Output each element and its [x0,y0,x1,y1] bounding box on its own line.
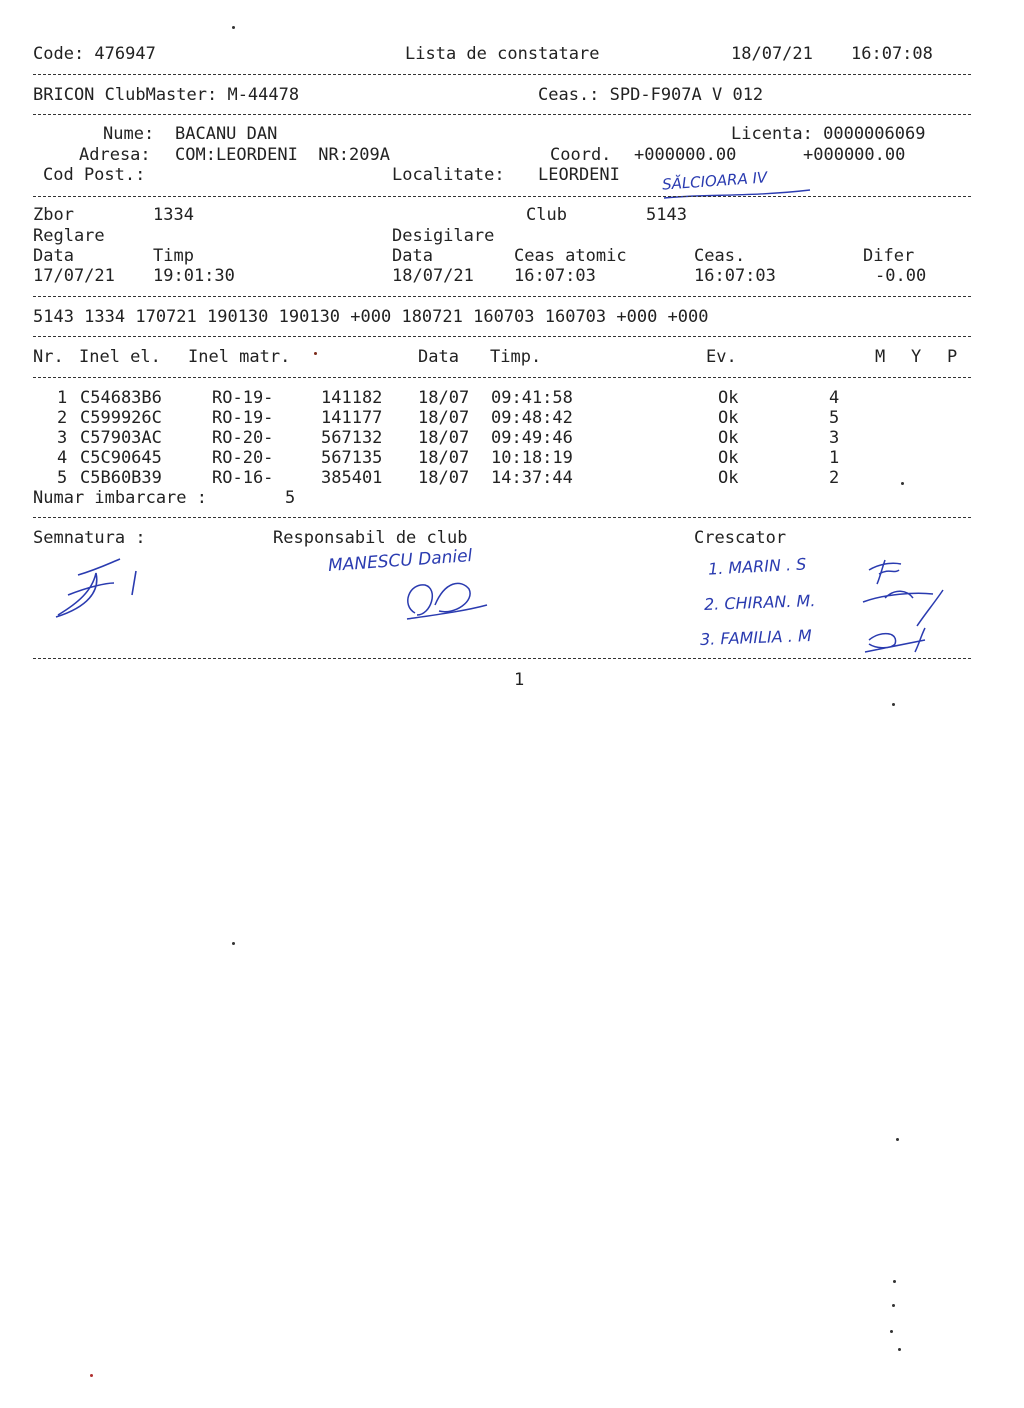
divider [33,196,971,197]
divider [33,377,971,378]
coord-label: Coord. [550,145,612,165]
license-number: Licenta: 0000006069 [731,124,926,144]
breeder-signatures [855,540,970,660]
row-ring-number: 385401 [321,468,383,488]
row-ring-series: RO-16- [212,468,274,488]
boarding-label: Numar imbarcare : [33,488,207,508]
flight-label: Zbor [33,205,74,225]
scan-speck [898,1348,901,1351]
reglare-date-label: Data [33,246,74,266]
row-electronic-ring: C5C90645 [80,448,162,468]
clock-model: Ceas.: SPD-F907A V 012 [538,85,764,105]
owner-name: BACANU DAN [175,124,278,144]
row-date: 18/07 [418,388,470,408]
divider [33,74,971,75]
row-electronic-ring: C57903AC [80,428,162,448]
desigilare-date: 18/07/21 [392,266,474,286]
scan-speck [890,1330,893,1333]
atomic-clock-time: 16:07:03 [514,266,596,286]
document-title: Lista de constatare [405,44,600,64]
row-nr: 2 [57,408,68,428]
breeder-label: Crescator [694,528,787,548]
col-data-header: Data [418,347,459,367]
breeder-1: 1. MARIN . S [707,554,807,579]
difference-value: -0.00 [875,266,927,286]
scan-speck [90,1374,93,1377]
divider [33,114,971,115]
row-event: Ok [718,388,739,408]
handwritten-signature [48,555,158,625]
row-time: 14:37:44 [491,468,573,488]
scan-speck [232,26,235,29]
row-electronic-ring: C599926C [80,408,162,428]
divider [33,336,971,337]
scan-speck [893,1280,896,1283]
col-nr-header: Nr. [33,347,64,367]
handwritten-underline [660,188,820,202]
row-ring-number: 567132 [321,428,383,448]
col-inel-el-header: Inel el. [79,347,161,367]
scan-speck [896,1138,899,1141]
signature-label: Semnatura : [33,528,146,548]
breeder-2: 2. CHIRAN. M. [703,591,816,614]
row-ring-series: RO-20- [212,428,274,448]
row-nr: 4 [57,448,68,468]
divider [33,296,971,297]
row-ring-number: 141182 [321,388,383,408]
scan-speck [901,482,904,485]
row-time: 09:49:46 [491,428,573,448]
club-label: Club [526,205,567,225]
row-date: 18/07 [418,468,470,488]
row-ring-series: RO-20- [212,448,274,468]
desigilare-label: Desigilare [392,226,495,246]
row-event: Ok [718,428,739,448]
owner-address: COM:LEORDENI NR:209A [175,145,390,165]
reglare-time: 19:01:30 [153,266,235,286]
flight-number: 1334 [153,205,194,225]
breeder-3: 3. FAMILIA . M [699,626,813,649]
difference-label: Difer [863,246,915,266]
scan-speck [314,352,317,355]
scan-speck [892,703,895,706]
col-ev-header: Ev. [706,347,737,367]
row-m: 4 [829,388,840,408]
row-date: 18/07 [418,448,470,468]
divider [33,517,971,518]
header-date: 18/07/21 [731,44,813,64]
row-nr: 5 [57,468,68,488]
row-event: Ok [718,448,739,468]
reglare-time-label: Timp [153,246,194,266]
row-ring-series: RO-19- [212,408,274,428]
row-nr: 1 [57,388,68,408]
header-time: 16:07:08 [851,44,933,64]
row-m: 2 [829,468,840,488]
row-date: 18/07 [418,428,470,448]
col-m-header: M [875,347,886,367]
row-m: 3 [829,428,840,448]
row-event: Ok [718,408,739,428]
reglare-date: 17/07/21 [33,266,115,286]
locality-value: LEORDENI [538,165,620,185]
postal-code-label: Cod Post.: [43,165,146,185]
clock-label: Ceas. [694,246,746,266]
col-p-header: P [947,347,958,367]
row-date: 18/07 [418,408,470,428]
row-time: 10:18:19 [491,448,573,468]
club-responsible-label: Responsabil de club [273,528,468,548]
row-ring-number: 567135 [321,448,383,468]
col-y-header: Y [911,347,922,367]
coord-latitude: +000000.00 [634,145,737,165]
row-electronic-ring: C54683B6 [80,388,162,408]
row-electronic-ring: C5B60B39 [80,468,162,488]
row-ring-series: RO-19- [212,388,274,408]
col-inel-matr-header: Inel matr. [188,347,291,367]
page-number: 1 [514,670,525,690]
scan-speck [232,942,235,945]
row-time: 09:41:58 [491,388,573,408]
col-timp-header: Timp. [490,347,542,367]
name-label: Nume: [103,124,155,144]
row-ring-number: 141177 [321,408,383,428]
row-event: Ok [718,468,739,488]
row-m: 5 [829,408,840,428]
atomic-clock-label: Ceas atomic [514,246,627,266]
clubmaster-id: BRICON ClubMaster: M-44478 [33,85,300,105]
club-number: 5143 [646,205,687,225]
row-time: 09:48:42 [491,408,573,428]
boarding-count: 5 [285,488,296,508]
locality-label: Localitate: [392,165,505,185]
row-nr: 3 [57,428,68,448]
scan-speck [892,1304,895,1307]
document-code: Code: 476947 [33,44,156,64]
address-label: Adresa: [79,145,151,165]
reglare-label: Reglare [33,226,105,246]
clock-time: 16:07:03 [694,266,776,286]
encoded-data-line: 5143 1334 170721 190130 190130 +000 180721 160703 160703 +000 +000 [33,307,709,327]
club-responsible-name: MANESCU Daniel [327,545,473,577]
divider [33,658,971,659]
desigilare-date-label: Data [392,246,433,266]
coord-longitude: +000000.00 [803,145,906,165]
row-m: 1 [829,448,840,468]
club-responsible-signature [395,575,495,625]
handwritten-place: SĂLCIOARA IV [661,168,768,194]
